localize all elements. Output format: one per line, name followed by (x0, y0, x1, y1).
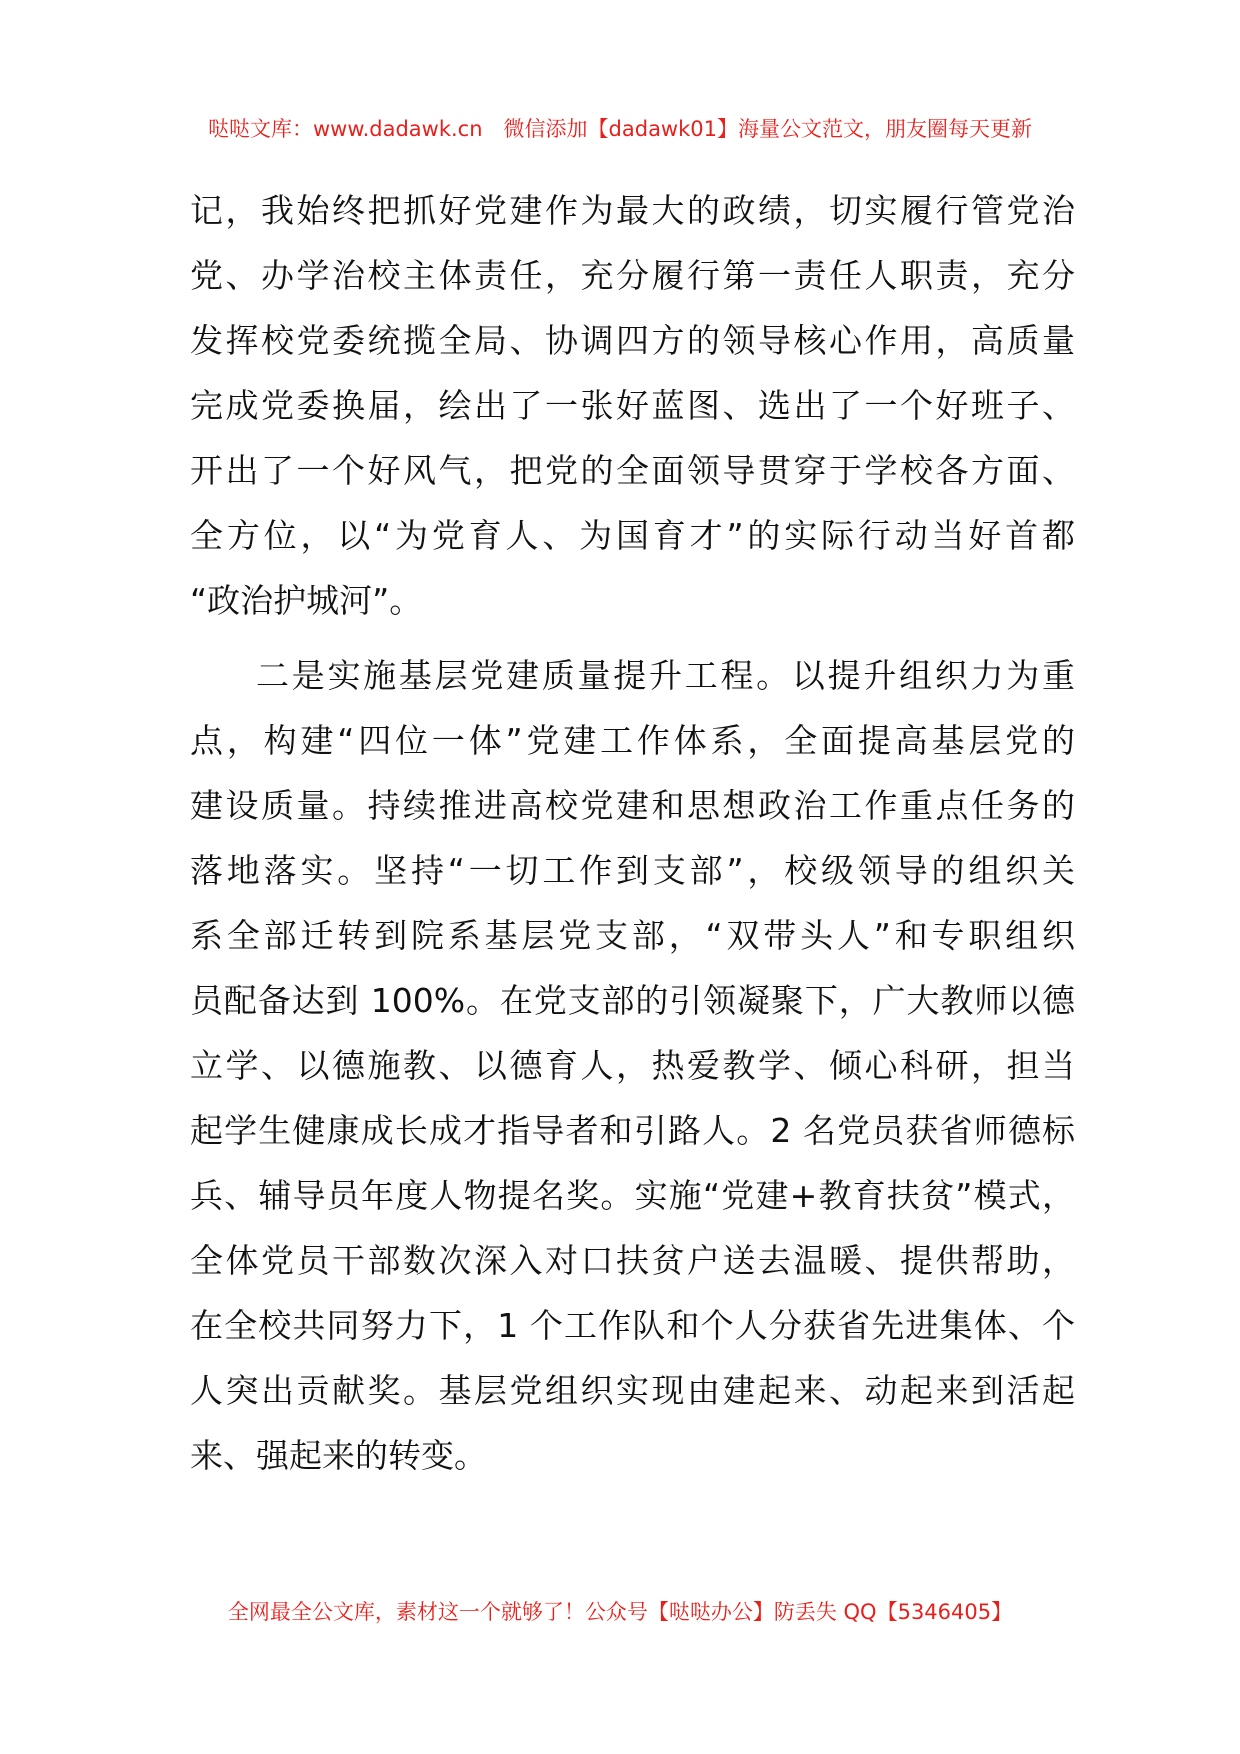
text-line: “政治护城河”。 (190, 581, 423, 620)
text-line: 在全校共同努力下，1 个工作队和个人分获省先进集体、个 (190, 1306, 1075, 1345)
text-line: 立学、以德施教、以德育人，热爱教学、倾心科研，担当 (190, 1046, 1075, 1085)
paragraph-1 (190, 178, 1075, 633)
text-line: 二是实施基层党建质量提升工程。以提升组织力为重 (256, 656, 1075, 695)
footer-watermark: 全网最全公文库，素材这一个就够了！公众号【哒哒办公】防丢失 QQ【5346405】 (227, 1600, 1013, 1624)
text-line: 起学生健康成长成才指导者和引路人。2 名党员获省师德标 (190, 1111, 1075, 1150)
text-line: 人突出贡献奖。基层党组织实现由建起来、动起来到活起 (190, 1371, 1075, 1410)
paragraph-gap (190, 633, 1075, 643)
text-line: 来、强起来的转变。 (190, 1436, 487, 1475)
text-line: 系全部迁转到院系基层党支部，“双带头人”和专职组织 (190, 916, 1075, 955)
text-line: 员配备达到 100%。在党支部的引领凝聚下，广大教师以德 (190, 981, 1075, 1020)
text-line: 落地落实。坚持“一切工作到支部”，校级领导的组织关 (190, 851, 1075, 890)
text-line: 点，构建“四位一体”党建工作体系，全面提高基层党的 (190, 721, 1075, 760)
text-line: 全体党员干部数次深入对口扶贫户送去温暖、提供帮助， (190, 1241, 1075, 1280)
text-line: 完成党委换届，绘出了一张好蓝图、选出了一个好班子、 (190, 386, 1075, 425)
document-body (190, 178, 1075, 1488)
text-line: 开出了一个好风气，把党的全面领导贯穿于学校各方面、 (190, 451, 1075, 490)
text-line: 党、办学治校主体责任，充分履行第一责任人职责，充分 (190, 256, 1075, 295)
text-line: 发挥校党委统揽全局、协调四方的领导核心作用，高质量 (190, 321, 1075, 360)
header-watermark: 哒哒文库：www.dadawk.cn 微信添加【dadawk01】海量公文范文，朋友圈每天更新 (208, 117, 1032, 141)
text-line: 全方位，以“为党育人、为国育才”的实际行动当好首都 (190, 516, 1075, 555)
text-line: 记，我始终把抓好党建作为最大的政绩，切实履行管党治 (190, 191, 1075, 230)
paragraph-2 (190, 643, 1075, 1488)
text-line: 建设质量。持续推进高校党建和思想政治工作重点任务的 (190, 786, 1075, 825)
text-line: 兵、辅导员年度人物提名奖。实施“党建+教育扶贫”模式， (190, 1176, 1075, 1215)
